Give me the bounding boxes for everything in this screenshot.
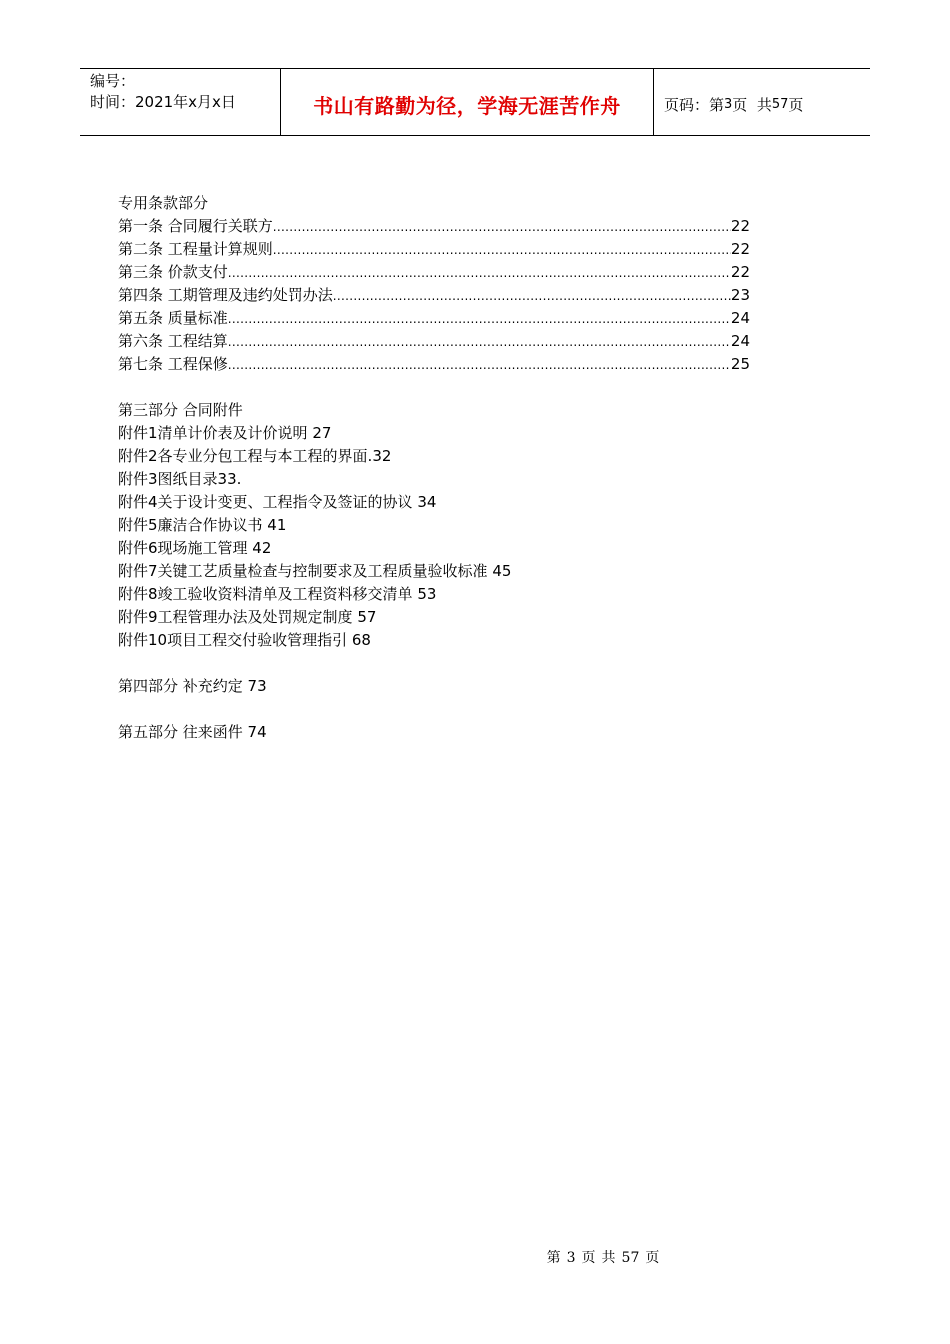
footer-word: 页: [645, 1250, 660, 1266]
toc-entry-title: 第二条 工程量计算规则: [118, 240, 273, 258]
toc-entry-title: 第七条 工程保修: [118, 355, 228, 373]
page-footer: [0, 1247, 950, 1267]
table-of-contents: [118, 192, 750, 744]
toc-spacer: [118, 698, 750, 721]
toc-attachment-item[interactable]: 附件9工程管理办法及处罚规定制度 57: [118, 608, 377, 626]
toc-leader-dots: [228, 354, 731, 377]
header-page-suffix: 页: [788, 95, 804, 114]
document-date: 时间：2021年x月x日: [90, 93, 236, 111]
page-header: [80, 68, 870, 136]
toc-spacer: [118, 652, 750, 675]
toc-attachment-item[interactable]: 附件3图纸目录33.: [118, 470, 242, 488]
toc-entry[interactable]: [118, 307, 750, 330]
toc-entry[interactable]: [118, 353, 750, 376]
header-page-middle: 页 共: [732, 95, 772, 114]
toc-attachment-item[interactable]: 附件7关键工艺质量检查与控制要求及工程质量验收标准 45: [118, 562, 512, 580]
toc-entry-page: 22: [730, 240, 750, 258]
toc-entry-page: 22: [730, 263, 750, 281]
toc-part-heading: 第三部分 合同附件: [118, 401, 243, 419]
footer-word: 第: [546, 1250, 561, 1266]
toc-entry[interactable]: [118, 238, 750, 261]
toc-attachment-item[interactable]: 附件6现场施工管理 42: [118, 539, 272, 557]
toc-entry[interactable]: [118, 261, 750, 284]
toc-entry-title: 第三条 价款支付: [118, 263, 228, 281]
toc-leader-dots: [228, 308, 731, 331]
toc-entry-title: 第一条 合同履行关联方: [118, 217, 273, 235]
header-page-prefix: 页码：第: [664, 95, 725, 114]
header-page-total: 57: [771, 96, 789, 112]
toc-part5-item[interactable]: 第五部分 往来函件 74: [118, 723, 267, 741]
header-motto-cell: [281, 69, 654, 135]
footer-word: 页: [581, 1250, 596, 1266]
toc-leader-dots: [228, 331, 731, 354]
toc-attachment-item[interactable]: 附件8竣工验收资料清单及工程资料移交清单 53: [118, 585, 437, 603]
toc-part4-item[interactable]: 第四部分 补充约定 73: [118, 677, 267, 695]
toc-leader-dots: [273, 216, 731, 239]
toc-attachment-item[interactable]: 附件2各专业分包工程与本工程的界面.32: [118, 447, 392, 465]
toc-entry[interactable]: [118, 215, 750, 238]
toc-entry[interactable]: [118, 284, 750, 307]
toc-entry-page: 23: [730, 286, 750, 304]
toc-section-heading: 专用条款部分: [118, 194, 209, 212]
header-page-current: 3: [724, 96, 733, 112]
toc-attachment-item[interactable]: 附件1清单计价表及计价说明 27: [118, 424, 332, 442]
toc-entry-page: 22: [730, 217, 750, 235]
toc-attachment-item[interactable]: 附件5廉洁合作协议书 41: [118, 516, 287, 534]
toc-spacer: [118, 376, 750, 399]
toc-entry-title: 第四条 工期管理及违约处罚办法: [118, 286, 333, 304]
footer-word: 共: [601, 1250, 616, 1266]
toc-entry-page: 24: [730, 332, 750, 350]
header-motto: 书山有路勤为径，学海无涯苦作舟: [313, 93, 621, 118]
toc-leader-dots: [273, 239, 731, 262]
footer-page-current: 3: [566, 1250, 576, 1266]
toc-entry-page: 25: [730, 355, 750, 373]
toc-attachment-item[interactable]: 附件10项目工程交付验收管理指引 68: [118, 631, 371, 649]
toc-entry-page: 24: [730, 309, 750, 327]
toc-leader-dots: [228, 262, 731, 285]
document-number-label: 编号：: [90, 72, 136, 90]
toc-entry[interactable]: [118, 330, 750, 353]
header-meta-cell: [80, 69, 281, 135]
header-page-cell: [654, 69, 870, 135]
toc-entry-title: 第六条 工程结算: [118, 332, 228, 350]
toc-leader-dots: [333, 285, 731, 308]
toc-entry-title: 第五条 质量标准: [118, 309, 228, 327]
footer-page-total: 57: [621, 1250, 640, 1266]
toc-attachment-item[interactable]: 附件4关于设计变更、工程指令及签证的协议 34: [118, 493, 437, 511]
